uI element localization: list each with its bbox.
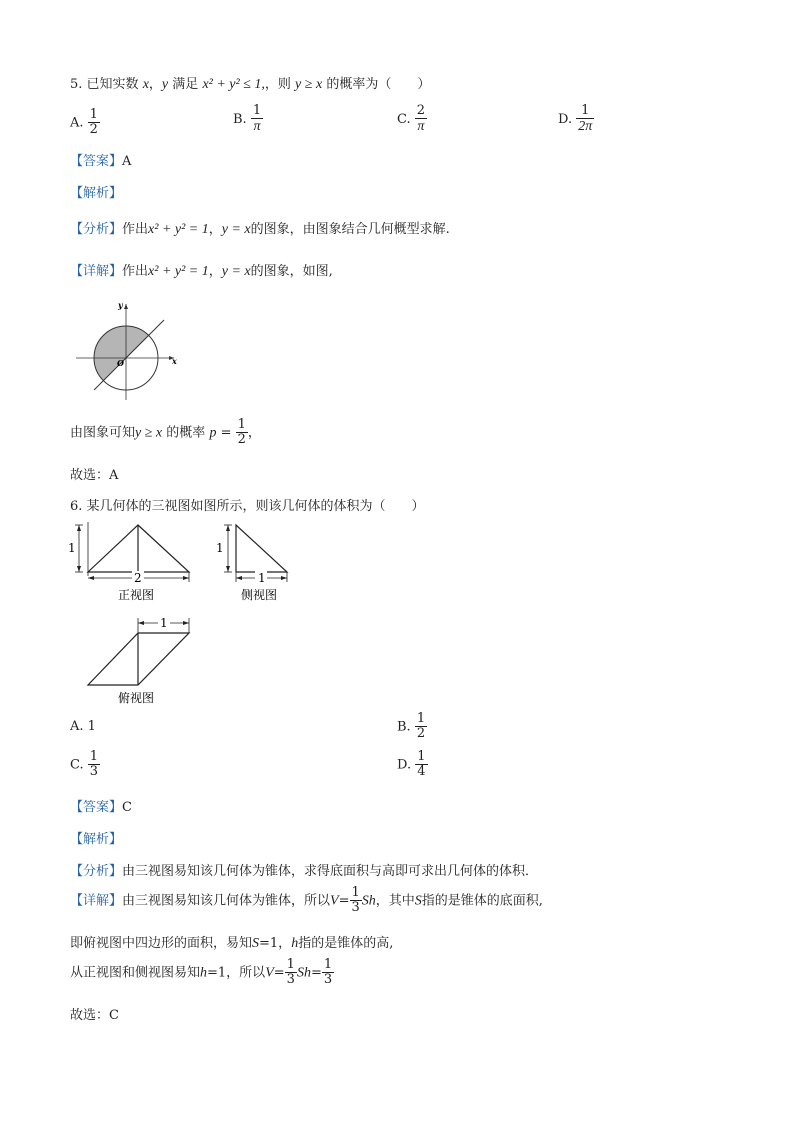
q5-stem-text-d: 的概率为（ ） [326,77,431,92]
analysis-tag: 【分析】 [70,864,123,879]
fraction-den: 2π [578,119,593,135]
fraction-num: 1 [581,103,590,118]
q5-option-d[interactable] [558,104,594,135]
analysis-text-b: 的图象，由图象结合几何概型求解. [250,222,450,237]
y-axis-label: y [118,300,123,310]
front-width-label: 2 [134,571,142,585]
front-view [68,522,189,602]
fraction-den: 3 [323,972,333,988]
option-fraction [251,104,263,135]
equals-sign: = [273,965,285,981]
equation-line: y = x [221,222,251,237]
front-view-caption: 正视图 [118,588,155,602]
q5-stem: 5. 已知实数 x，y 满足 x² + y² ≤ 1,，则 y ≥ x 的概率为（ ） [70,77,431,92]
side-view-caption: 侧视图 [241,588,278,602]
detail-text-b: ，其中 [375,893,415,909]
q5-inequality: y ≥ x [295,77,323,92]
detail-text-b: 的图象，如图, [250,264,333,279]
answer-tag: 【答案】 [70,154,123,169]
p-fraction [236,418,248,448]
fraction-den: 3 [286,972,295,988]
side-height-label: 1 [216,541,224,555]
answer-value: A [122,154,132,169]
q5-inequality: y ≥ x [135,425,163,441]
h-variable: h [200,965,208,981]
detail-tag: 【详解】 [70,893,123,909]
option-label: C. [70,757,84,773]
sh-term: Sh [296,965,311,981]
q5-stem-text-c: ，则 [264,77,291,92]
fraction-num: 1 [237,417,246,432]
fraction-den: 3 [351,900,360,916]
s-variable: S [252,936,260,951]
detail-tag: 【详解】 [70,264,123,279]
q5-option-a[interactable] [70,108,100,138]
option-value: 1 [87,719,96,734]
analysis-text-a: 作出 [122,222,149,237]
q5-circle-figure [72,296,184,406]
detail-text-c: 指的是锥体的底面积, [421,893,543,909]
q5-option-b[interactable] [233,104,263,135]
detail-text-a: 作出 [122,264,149,279]
detail-text-e: 指的是锥体的高, [298,936,394,951]
analysis-text: 由三视图易知该几何体为锥体，求得底面积与高即可求出几何体的体积． [122,864,539,879]
conclusion-text-b: 的概率 [166,425,206,441]
q6-option-d[interactable] [397,750,428,780]
p-variable: p [209,425,217,441]
sh-term: Sh [361,893,376,909]
q6-option-a[interactable] [70,719,96,734]
detail-text-f: 从正视图和侧视图易知 [70,965,201,981]
option-label: A. [70,115,84,131]
answer-tag: 【答案】 [70,800,123,815]
q5-jiexi-tag: 【解析】 [70,186,123,201]
fraction-den: 4 [417,764,426,780]
front-height-label: 1 [68,541,76,555]
fraction-den: 2 [237,432,246,448]
equation-line: y = x [221,264,251,279]
fraction-num: 1 [417,749,426,764]
option-fraction [576,104,594,135]
top-view-caption: 俯视图 [118,691,155,705]
detail-text-d: 即俯视图中四边形的面积，易知 [70,936,253,951]
analysis-tag: 【分析】 [70,222,123,237]
option-label: A. [70,719,84,734]
q5-conclusion: 由图象可知y ≥ x 的概率 p = $\frac{1}{2}$ ， [70,417,261,448]
x-axis-label: x [172,356,177,366]
q6-jiexi-tag: 【解析】 [70,832,123,847]
fraction-num: 2 [416,103,426,118]
q6-three-views-figure [66,520,306,710]
q5-stem-text-b: 满足 [172,77,199,92]
option-label: C. [397,111,411,127]
fraction-den: π [415,118,427,134]
fraction-num: 1 [89,107,98,122]
fraction-den: 3 [89,764,99,780]
option-fraction [415,712,427,742]
side-view [216,525,287,602]
one-third-fraction [350,886,362,916]
conclusion-text-a: 由图象可知 [70,425,136,441]
side-width-label: 1 [258,571,266,585]
option-fraction [88,750,100,780]
q5-answer-line [70,150,131,169]
fraction-num: 1 [286,957,295,972]
result-fraction [322,958,334,988]
option-fraction [415,104,427,135]
option-label: D. [558,111,573,127]
q6-option-c[interactable] [70,750,100,780]
fraction-num: 1 [252,103,262,118]
q6-detail-line-1 [70,886,543,916]
q5-detail-line: 【详解】作出x² + y² = 1，y = x的图象，如图, [70,264,333,279]
q6-stem: 6. 某几何体的三视图如图所示，则该几何体的体积为（ ） [70,499,425,514]
h-value: =1，所以 [207,965,266,981]
s-variable: S [414,893,422,909]
q6-answer-line [70,796,132,815]
equation-circle: x² + y² = 1 [148,222,209,237]
fraction-num: 1 [323,957,333,972]
q5-condition: x² + y² ≤ 1, [202,77,265,92]
equals-sign: = [310,965,322,981]
q5-var-x: x [142,77,149,92]
s-value: =1， [259,936,292,951]
option-fraction [415,750,427,780]
v-variable: V [265,965,274,981]
option-fraction [88,108,100,138]
conclusion-text-c: ， [247,425,261,441]
fraction-num: 1 [416,711,426,726]
q6-detail-line-3 [70,958,334,988]
one-third-fraction [285,958,297,988]
fraction-den: 2 [89,122,98,138]
q5-choose: 故选：A [70,468,119,483]
q5-analysis-line: 【分析】作出x² + y² = 1，y = x的图象，由图象结合几何概型求解. [70,222,450,237]
y-axis-arrow [124,304,128,309]
equation-circle: x² + y² = 1 [148,264,209,279]
fraction-den: π [251,118,263,134]
fraction-den: 2 [416,726,426,742]
option-label: B. [233,111,247,127]
q6-analysis-line [70,860,538,879]
q6-choose: 故选：C [70,1008,119,1023]
h-variable: h [291,936,299,951]
answer-value: C [122,800,132,815]
q5-option-c[interactable] [397,104,427,135]
q5-stem-text-a: 5. 已知实数 [70,77,139,92]
q6-detail-line-2 [70,932,393,952]
fraction-num: 1 [351,885,360,900]
option-label: D. [397,757,412,773]
q5-var-y: y [161,77,169,92]
detail-text-a: 由三视图易知该几何体为锥体，所以 [122,893,331,909]
v-variable: V [330,893,339,909]
q6-option-b[interactable] [397,712,427,742]
top-view [88,616,189,705]
fraction-num: 1 [89,749,99,764]
option-label: B. [397,719,411,735]
equals-sign: = [338,893,350,909]
top-width-label: 1 [160,616,168,630]
origin-label: O [117,358,124,368]
